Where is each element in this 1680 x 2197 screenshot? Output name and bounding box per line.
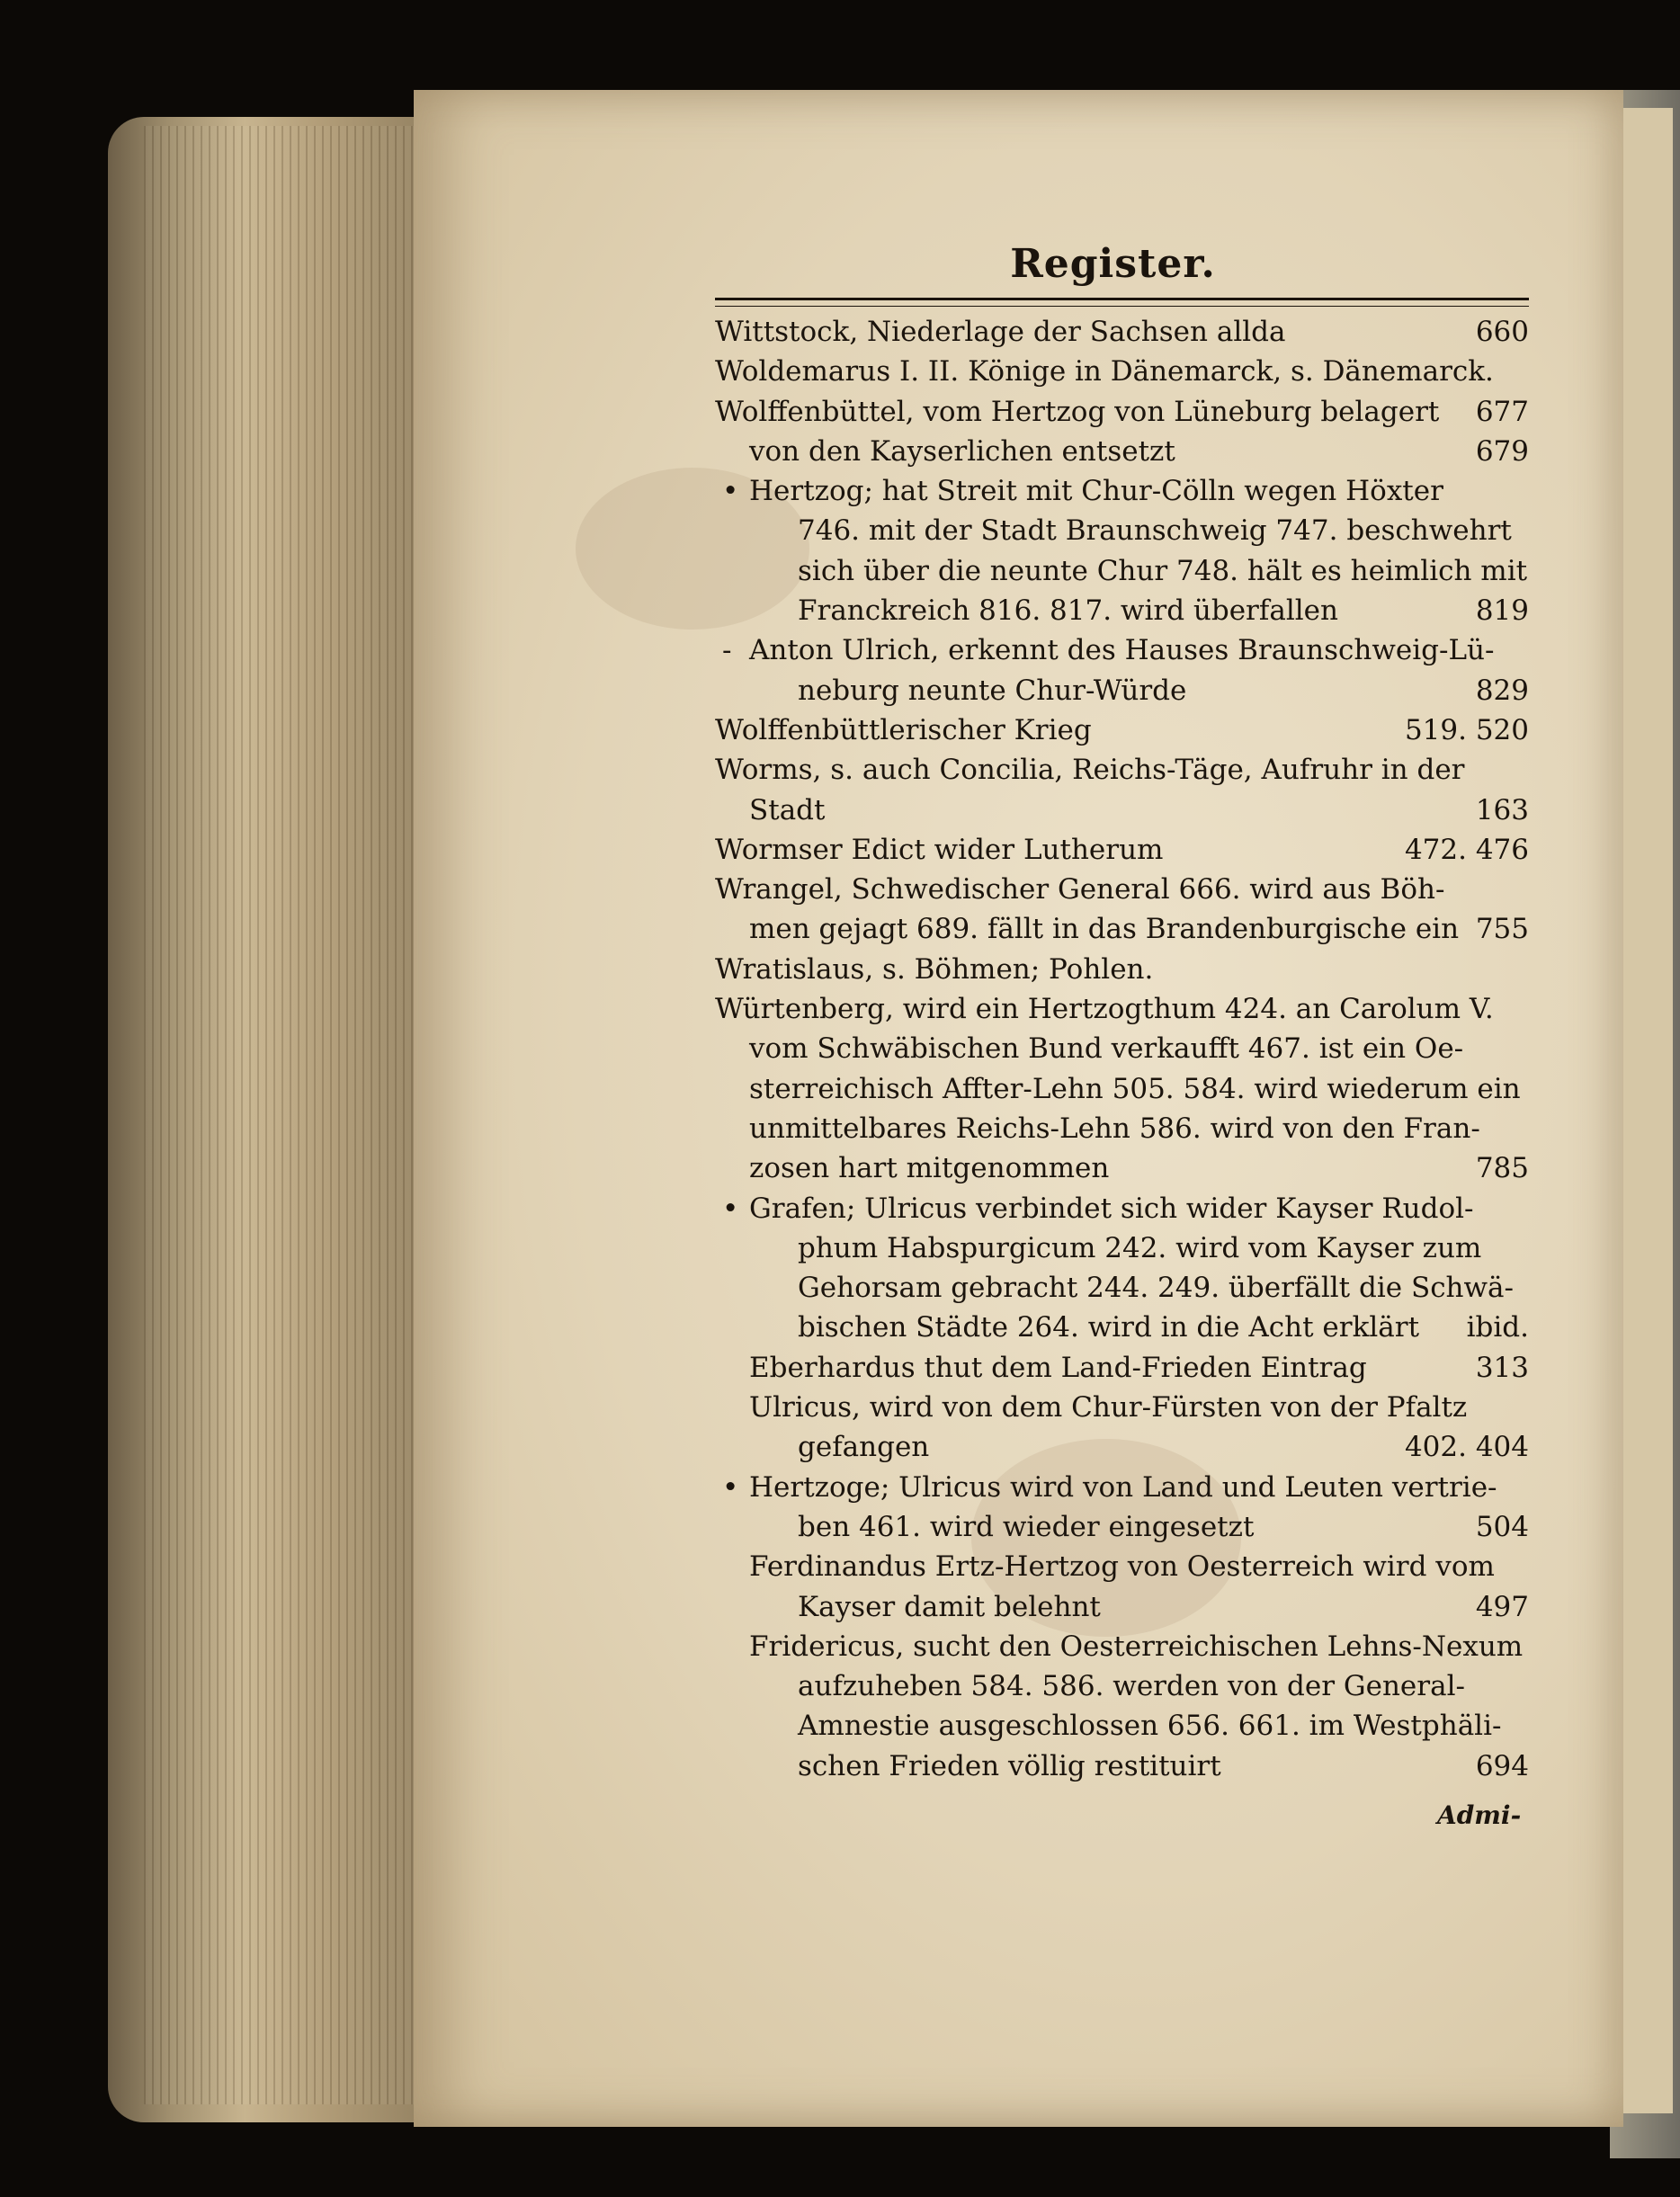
entry-text: Amnestie ausgeschlossen 656. 661. im Westphäli-	[798, 1710, 1502, 1743]
entry-text: neburg neunte Chur-Würde	[798, 674, 1187, 707]
entry-line	[715, 950, 1529, 989]
entry-line	[715, 1029, 1529, 1068]
entry-line	[715, 909, 1529, 949]
entry-line	[715, 671, 1529, 710]
entry-line	[715, 1547, 1529, 1586]
register-text-block	[715, 238, 1529, 1786]
entry-line	[715, 830, 1529, 870]
register-entry	[715, 392, 1529, 472]
entry-text: Ulricus, wird von dem Chur-Fürsten von der Pfaltz	[749, 1391, 1468, 1424]
page-reference: 660	[1475, 316, 1529, 348]
register-entry	[715, 830, 1529, 870]
entry-text: von den Kayserlichen entsetzt	[749, 434, 1175, 468]
ditto-mark: •	[722, 1192, 739, 1225]
entry-line	[715, 630, 1529, 670]
entry-line	[715, 1308, 1529, 1347]
entry-line	[715, 551, 1529, 591]
entry-line	[715, 710, 1529, 750]
register-entry	[715, 950, 1529, 989]
register-entry	[715, 1627, 1529, 1786]
header-rule	[715, 298, 1529, 307]
entry-text: bischen Städte 264. wird in die Acht erklärt	[798, 1311, 1420, 1344]
entry-line	[715, 1746, 1529, 1786]
entry-line	[715, 1069, 1529, 1109]
entry-line	[715, 1189, 1529, 1228]
ditto-mark: -	[722, 634, 732, 667]
page-reference: ibid.	[1466, 1311, 1529, 1344]
entry-text: aufzuheben 584. 586. werden von der General-	[798, 1670, 1465, 1703]
register-entry	[715, 870, 1529, 950]
register-entry	[715, 1189, 1529, 1348]
entry-text: sterreichisch Affter-Lehn 505. 584. wird wiederum ein	[749, 1072, 1521, 1105]
register-entry	[715, 352, 1529, 391]
entry-text: men gejagt 689. fällt in das Brandenburgische ein	[749, 913, 1460, 946]
entry-text: Fridericus, sucht den Oesterreichischen Lehns-Nexum	[749, 1630, 1524, 1663]
entry-line	[715, 352, 1529, 391]
entry-text: Franckreich 816. 817. wird überfallen	[798, 594, 1338, 628]
entry-line	[715, 511, 1529, 550]
register-entry	[715, 1388, 1529, 1468]
register-entry	[715, 1348, 1529, 1388]
ditto-mark: •	[722, 1470, 739, 1504]
entry-line	[715, 1348, 1529, 1388]
register-entry	[715, 710, 1529, 750]
entry-text: Wolffenbüttlerischer Krieg	[715, 713, 1092, 746]
page-reference: 755	[1475, 913, 1529, 946]
page-header: Register.	[1010, 241, 1216, 287]
page-reference: 694	[1475, 1749, 1529, 1782]
page-reference: 163	[1475, 793, 1529, 826]
entry-line	[715, 1228, 1529, 1268]
register-entry	[715, 750, 1529, 830]
facing-page-edge	[1619, 108, 1673, 2113]
entry-text: vom Schwäbischen Bund verkaufft 467. ist ein Oe-	[749, 1032, 1464, 1066]
page-reference: 679	[1475, 434, 1529, 468]
catchword: Admi-	[1437, 1800, 1522, 1830]
entry-line	[715, 1148, 1529, 1188]
entry-text: Hertzoge; Ulricus wird von Land und Leuten vertrie-	[749, 1470, 1497, 1504]
entry-text: unmittelbares Reichs-Lehn 586. wird von den Fran-	[749, 1112, 1480, 1145]
entry-text: ben 461. wird wieder eingesetzt	[798, 1510, 1255, 1543]
entry-text: Worms, s. auch Concilia, Reichs-Täge, Aufruhr in der	[715, 754, 1465, 787]
page-reference: 677	[1475, 395, 1529, 428]
entry-line	[715, 989, 1529, 1029]
register-entry	[715, 989, 1529, 1188]
entry-line	[715, 312, 1529, 352]
page-reference: 313	[1475, 1351, 1529, 1384]
entry-line	[715, 1627, 1529, 1666]
entry-text: Eberhardus thut dem Land-Frieden Eintrag	[749, 1351, 1367, 1384]
entry-text: Wratislaus, s. Böhmen; Pohlen.	[715, 952, 1154, 986]
entry-text: Stadt	[749, 793, 826, 826]
entry-text: Wrangel, Schwedischer General 666. wird aus Böh-	[715, 873, 1445, 906]
register-entries	[715, 312, 1529, 1786]
register-entry	[715, 1547, 1529, 1627]
page-reference: 472. 476	[1404, 833, 1529, 866]
entry-text: gefangen	[798, 1431, 930, 1464]
entry-line	[715, 750, 1529, 790]
entry-line	[715, 790, 1529, 830]
entry-line	[715, 1587, 1529, 1627]
page-reference: 785	[1475, 1152, 1529, 1185]
page-reference: 504	[1475, 1510, 1529, 1543]
entry-line	[715, 1666, 1529, 1706]
entry-line	[715, 1109, 1529, 1148]
entry-text: Wolffenbüttel, vom Hertzog von Lüneburg belagert	[715, 395, 1440, 428]
page-reference: 402. 404	[1404, 1431, 1529, 1464]
entry-text: Kayser damit belehnt	[798, 1590, 1101, 1623]
entry-text: zosen hart mitgenommen	[749, 1152, 1110, 1185]
entry-line	[715, 1468, 1529, 1507]
entry-text: 746. mit der Stadt Braunschweig 747. beschwehrt	[798, 514, 1512, 548]
page-edge-texture	[144, 126, 441, 2104]
entry-line	[715, 591, 1529, 630]
entry-text: phum Habspurgicum 242. wird vom Kayser zum	[798, 1231, 1482, 1264]
entry-line	[715, 471, 1529, 511]
entry-line	[715, 1388, 1529, 1427]
entry-line	[715, 432, 1529, 471]
entry-text: Anton Ulrich, erkennt des Hauses Braunschweig-Lü-	[749, 634, 1495, 667]
entry-text: Woldemarus I. II. Könige in Dänemarck, s. Dänemarck.	[715, 355, 1494, 388]
entry-text: Hertzog; hat Streit mit Chur-Cölln wegen Höxter	[749, 475, 1443, 508]
entry-line	[715, 392, 1529, 432]
entry-text: Ferdinandus Ertz-Hertzog von Oesterreich wird vom	[749, 1550, 1495, 1584]
page-reference: 519. 520	[1404, 713, 1529, 746]
entry-text: Wormser Edict wider Lutherum	[715, 833, 1164, 866]
ditto-mark: •	[722, 475, 739, 508]
entry-text: Würtenberg, wird ein Hertzogthum 424. an Carolum V.	[715, 993, 1494, 1026]
entry-text: Gehorsam gebracht 244. 249. überfällt die Schwä-	[798, 1272, 1515, 1305]
page-reference: 497	[1475, 1590, 1529, 1623]
entry-line	[715, 870, 1529, 909]
entry-text: Wittstock, Niederlage der Sachsen allda	[715, 316, 1286, 348]
register-entry	[715, 630, 1529, 710]
entry-line	[715, 1427, 1529, 1467]
page-reference: 819	[1475, 594, 1529, 628]
register-entry	[715, 312, 1529, 352]
register-entry	[715, 471, 1529, 630]
entry-line	[715, 1268, 1529, 1308]
register-entry	[715, 1468, 1529, 1548]
page-reference: 829	[1475, 674, 1529, 707]
entry-text: Grafen; Ulricus verbindet sich wider Kayser Rudol-	[749, 1192, 1474, 1225]
entry-text: sich über die neunte Chur 748. hält es heimlich mit	[798, 554, 1528, 587]
entry-text: schen Frieden völlig restituirt	[798, 1749, 1221, 1782]
entry-line	[715, 1706, 1529, 1746]
entry-line	[715, 1507, 1529, 1547]
